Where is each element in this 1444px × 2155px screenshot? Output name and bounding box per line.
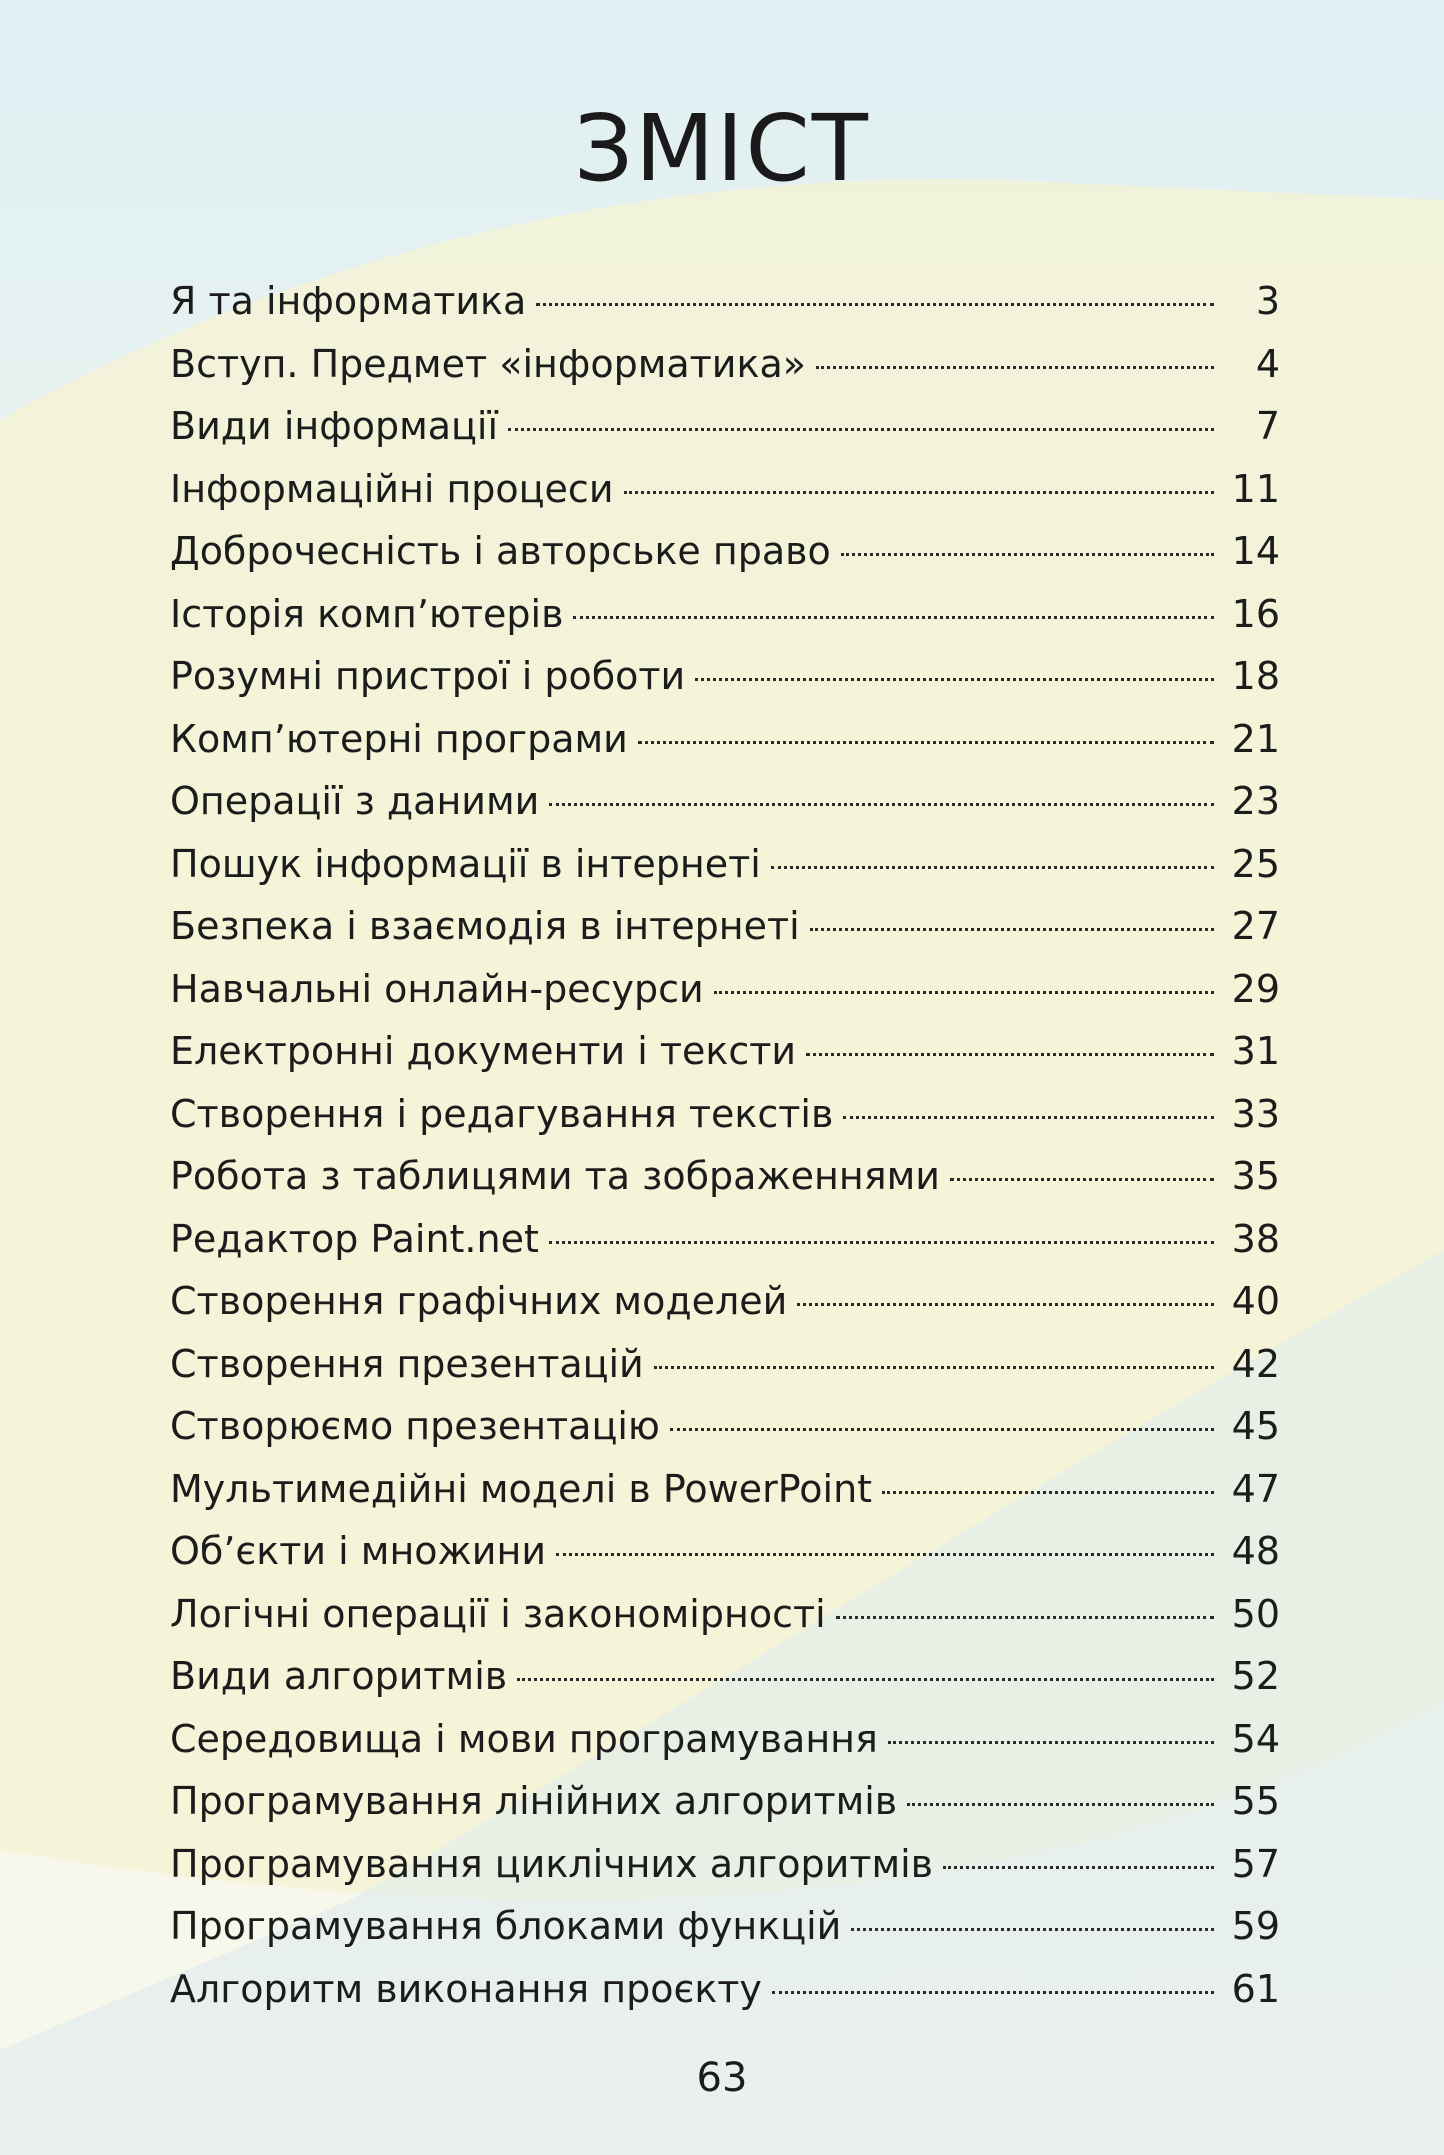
toc-entry-page: 47 — [1231, 1466, 1280, 1511]
toc-entry-title: Створюємо презентацію — [170, 1404, 660, 1448]
toc-entry-page: 3 — [1255, 279, 1280, 323]
toc-leader-dots — [772, 1991, 1214, 1994]
toc-entry[interactable] — [170, 1083, 1280, 1146]
toc-entry[interactable] — [170, 1270, 1280, 1333]
toc-entry-page: 52 — [1231, 1654, 1280, 1698]
toc-leader-dots — [843, 1116, 1214, 1119]
toc-entry-title: Програмування лінійних алгоритмів — [170, 1779, 898, 1823]
toc-leader-dots — [508, 428, 1214, 431]
toc-entry-title: Види алгоритмів — [170, 1654, 508, 1698]
toc-entry[interactable] — [170, 1708, 1280, 1771]
toc-entry[interactable] — [170, 1770, 1280, 1833]
toc-entry-page: 45 — [1231, 1404, 1280, 1448]
toc-leader-dots — [806, 1053, 1214, 1056]
toc-entry-title: Створення презентацій — [170, 1341, 644, 1386]
toc-entry-title: Безпека і взаємодія в інтернеті — [170, 904, 800, 948]
toc-entry-page: 14 — [1231, 529, 1280, 573]
toc-leader-dots — [517, 1678, 1214, 1681]
toc-entry-title: Створення і редагування текстів — [170, 1091, 834, 1136]
toc-entry-page: 25 — [1231, 841, 1280, 886]
toc-entry-page: 35 — [1231, 1154, 1280, 1198]
toc-entry-title: Види інформації — [170, 404, 499, 448]
toc-entry[interactable] — [170, 395, 1280, 458]
toc-entry-page: 57 — [1231, 1841, 1280, 1886]
toc-entry-title: Програмування циклічних алгоритмів — [170, 1841, 934, 1886]
toc-leader-dots — [851, 1928, 1214, 1931]
toc-entry[interactable] — [170, 645, 1280, 708]
toc-entry-page: 11 — [1231, 466, 1280, 511]
toc-entry[interactable] — [170, 1333, 1280, 1396]
toc-entry-title: Пошук інформації в інтернеті — [170, 841, 761, 886]
toc-entry-title: Я та інформатика — [170, 279, 527, 323]
toc-entry-page: 54 — [1231, 1716, 1280, 1761]
toc-entry-page: 38 — [1231, 1216, 1280, 1261]
toc-entry[interactable] — [170, 270, 1280, 333]
toc-leader-dots — [810, 928, 1214, 931]
toc-leader-dots — [654, 1366, 1214, 1369]
toc-entry-title: Інформаційні процеси — [170, 466, 614, 511]
toc-entry-title: Комп’ютерні програми — [170, 716, 628, 761]
toc-entry-title: Розумні пристрої і роботи — [170, 654, 686, 698]
toc-leader-dots — [573, 616, 1214, 619]
toc-entry-title: Логічні операції і закономірності — [170, 1591, 826, 1636]
toc-entry[interactable] — [170, 1833, 1280, 1896]
toc-entry-page: 23 — [1231, 779, 1280, 823]
toc-entry[interactable] — [170, 708, 1280, 771]
toc-entry[interactable] — [170, 333, 1280, 396]
toc-leader-dots — [836, 1616, 1214, 1619]
toc-entry-page: 16 — [1231, 591, 1280, 636]
toc-entry[interactable] — [170, 1208, 1280, 1271]
toc-entry-title: Вступ. Предмет «інформатика» — [170, 341, 806, 386]
toc-entry[interactable] — [170, 1958, 1280, 2021]
toc-leader-dots — [943, 1866, 1214, 1869]
toc-leader-dots — [771, 866, 1214, 869]
page-number: 63 — [696, 2055, 748, 2101]
toc-leader-dots — [638, 741, 1214, 744]
toc-entry[interactable] — [170, 1020, 1280, 1083]
toc-leader-dots — [797, 1303, 1214, 1306]
toc-leader-dots — [695, 678, 1214, 681]
toc-entry-title: Доброчесність і авторське право — [170, 529, 831, 573]
toc-entry[interactable] — [170, 1583, 1280, 1646]
toc-entry-page: 48 — [1231, 1529, 1280, 1573]
toc-entry-title: Програмування блоками функцій — [170, 1904, 842, 1948]
page-title: ЗМІСТ — [574, 95, 870, 202]
toc-leader-dots — [536, 303, 1214, 306]
toc-entry[interactable] — [170, 770, 1280, 833]
toc-entry-page: 55 — [1231, 1779, 1280, 1823]
toc-list — [170, 270, 1280, 2020]
toc-entry-page: 4 — [1255, 341, 1280, 386]
toc-entry-page: 42 — [1231, 1341, 1280, 1386]
toc-leader-dots — [714, 991, 1214, 994]
toc-leader-dots — [670, 1428, 1214, 1431]
toc-entry[interactable] — [170, 1895, 1280, 1958]
toc-entry-title: Електронні документи і тексти — [170, 1029, 797, 1073]
toc-entry[interactable] — [170, 833, 1280, 896]
toc-entry[interactable] — [170, 958, 1280, 1021]
toc-entry-title: Операції з даними — [170, 779, 540, 823]
toc-entry[interactable] — [170, 583, 1280, 646]
toc-entry[interactable] — [170, 1520, 1280, 1583]
toc-entry-page: 61 — [1231, 1966, 1280, 2011]
toc-leader-dots — [888, 1741, 1214, 1744]
toc-entry-page: 40 — [1231, 1279, 1280, 1323]
toc-leader-dots — [950, 1178, 1214, 1181]
toc-leader-dots — [624, 491, 1214, 494]
toc-entry-page: 27 — [1231, 904, 1280, 948]
toc-entry-page: 31 — [1231, 1029, 1280, 1073]
toc-leader-dots — [816, 366, 1214, 369]
toc-entry-page: 29 — [1231, 966, 1280, 1011]
toc-entry-title: Середовища і мови програмування — [170, 1716, 878, 1761]
toc-entry[interactable] — [170, 1395, 1280, 1458]
toc-entry[interactable] — [170, 1145, 1280, 1208]
toc-entry[interactable] — [170, 1458, 1280, 1521]
toc-entry-page: 33 — [1231, 1091, 1280, 1136]
toc-leader-dots — [907, 1803, 1214, 1806]
toc-entry[interactable] — [170, 458, 1280, 521]
toc-entry-title: Мультимедійні моделі в PowerPoint — [170, 1466, 873, 1511]
toc-entry-page: 18 — [1231, 654, 1280, 698]
toc-entry-title: Історія комп’ютерів — [170, 591, 564, 636]
toc-leader-dots — [549, 1241, 1214, 1244]
toc-entry-title: Навчальні онлайн-ресурси — [170, 966, 704, 1011]
toc-entry[interactable] — [170, 1645, 1280, 1708]
toc-entry-page: 59 — [1231, 1904, 1280, 1948]
toc-leader-dots — [549, 803, 1214, 806]
toc-entry-page: 7 — [1255, 404, 1280, 448]
toc-leader-dots — [841, 553, 1214, 556]
toc-entry-title: Редактор Paint.net — [170, 1216, 539, 1261]
toc-entry-title: Алгоритм виконання проєкту — [170, 1966, 762, 2011]
toc-entry[interactable] — [170, 895, 1280, 958]
toc-entry-page: 50 — [1231, 1591, 1280, 1636]
toc-entry[interactable] — [170, 520, 1280, 583]
toc-leader-dots — [882, 1491, 1214, 1494]
toc-leader-dots — [556, 1553, 1214, 1556]
toc-entry-title: Об’єкти і множини — [170, 1529, 547, 1573]
toc-entry-page: 21 — [1231, 716, 1280, 761]
toc-entry-title: Робота з таблицями та зображеннями — [170, 1154, 940, 1198]
toc-entry-title: Створення графічних моделей — [170, 1279, 788, 1323]
